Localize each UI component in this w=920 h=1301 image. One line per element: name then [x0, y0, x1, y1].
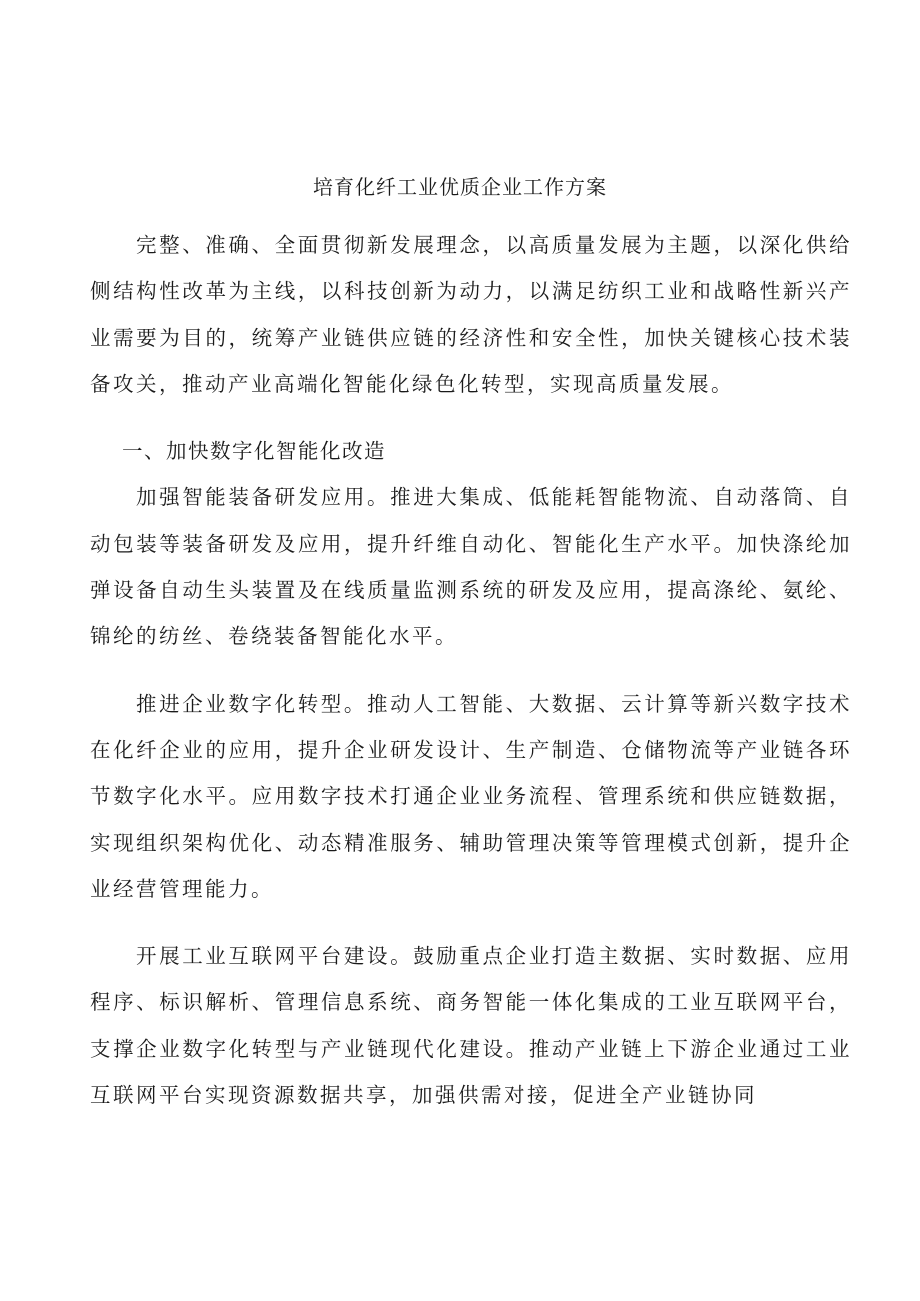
section-heading: 一、加快数字化智能化改造 [122, 439, 386, 464]
document-body [90, 222, 852, 1118]
paragraph-gap [90, 407, 852, 428]
paragraph-gap [90, 660, 852, 681]
section-paragraph-3: 开展工业互联网平台建设。鼓励重点企业打造主数据、实时数据、应用程序、标识解析、管理信息系统、商务智能一体化集成的工业互联网平台，支撑企业数字化转型与产业链现代化建设。推动产业链上下游企业通过工业互联网平台实现资源数据共享，加强供需对接，促进全产业链协同 [90, 944, 852, 1108]
paragraph-gap [90, 912, 852, 933]
intro-paragraph: 完整、准确、全面贯彻新发展理念，以高质量发展为主题，以深化供给侧结构性改革为主线，以科技创新为动力，以满足纺织工业和战略性新兴产业需要为目的，统筹产业链供应链的经济性和安全性，加快关键核心技术装备攻关，推动产业高端化智能化绿色化转型，实现高质量发展。 [90, 233, 852, 396]
document-title: 培育化纤工业优质企业工作方案 [313, 175, 607, 199]
section-paragraph-1: 加强智能装备研发应用。推进大集成、低能耗智能物流、自动落筒、自动包装等装备研发及应用，提升纤维自动化、智能化生产水平。加快涤纶加弹设备自动生头装置及在线质量监测系统的研发及应用，提高涤纶、氨纶、锦纶的纺丝、卷绕装备智能化水平。 [90, 485, 852, 649]
section-paragraph-2: 推进企业数字化转型。推动人工智能、大数据、云计算等新兴数字技术在化纤企业的应用，提升企业研发设计、生产制造、仓储物流等产业链各环节数字化水平。应用数字技术打通企业业务流程、管理系统和供应链数据，实现组织架构优化、动态精准服务、辅助管理决策等管理模式创新，提升企业经营管理能力。 [90, 691, 852, 901]
